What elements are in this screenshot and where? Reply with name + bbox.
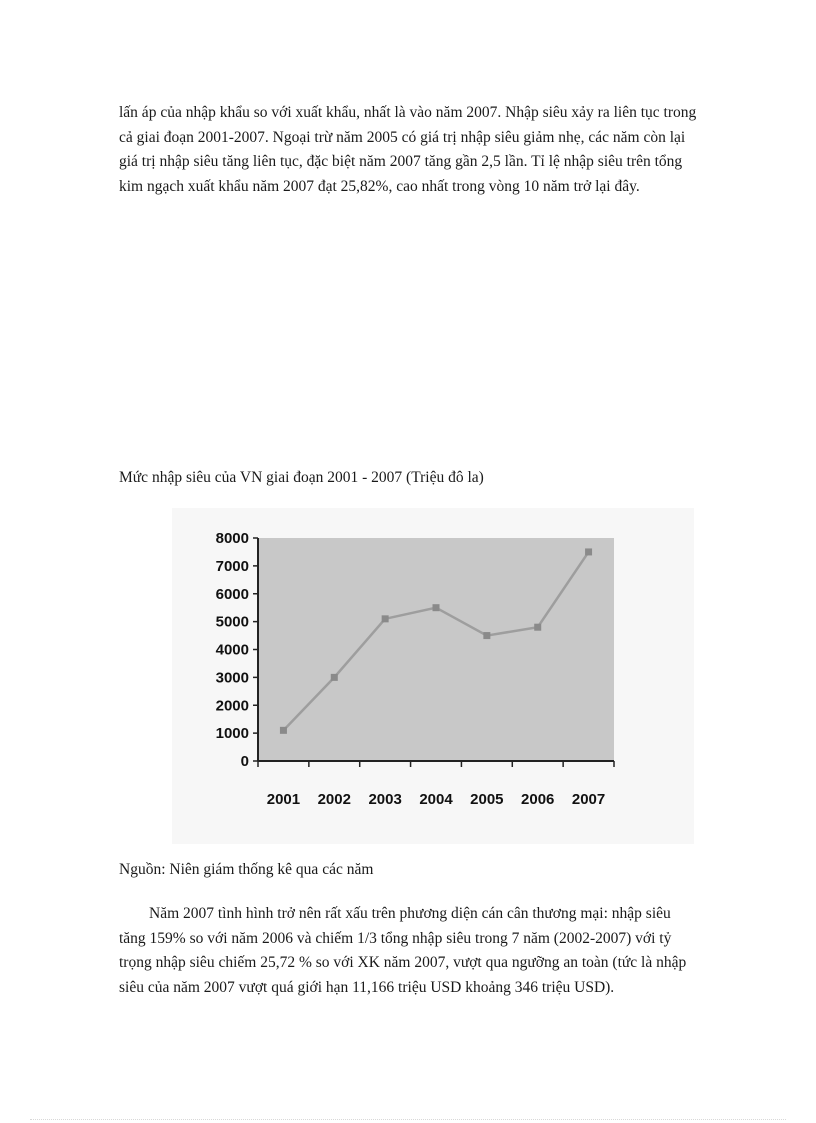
- y-tick-label: 6000: [215, 585, 249, 603]
- y-tick-label: 2000: [215, 697, 249, 715]
- data-point: [331, 674, 338, 681]
- x-tick-label: 2006: [521, 791, 555, 808]
- x-tick-label: 2002: [317, 791, 351, 808]
- data-point: [382, 615, 389, 622]
- source-note: Nguồn: Niên giám thống kê qua các năm: [119, 861, 374, 878]
- y-tick-label: 8000: [215, 530, 249, 547]
- intro-paragraph: lấn áp của nhập khẩu so với xuất khẩu, nhất là vào năm 2007. Nhập siêu xảy ra liên tục trong cả giai đoạn 2001-2007. Ngoại trừ năm 2005 có giá trị nhập siêu giảm nhẹ, các năm còn lại giá trị nhập siêu tăng liên tục, đặc biệt năm 2007 tăng gần 2,5 lần. Tỉ lệ nhập siêu trên tổng kim ngạch xuất khẩu năm 2007 đạt 25,82%, cao nhất trong vòng 10 năm trở lại đây.: [119, 104, 697, 195]
- data-point: [483, 632, 490, 639]
- data-point: [433, 604, 440, 611]
- chart-caption: Mức nhập siêu của VN giai đoạn 2001 - 2007 (Triệu đô la): [119, 469, 484, 486]
- y-tick-label: 3000: [215, 669, 249, 687]
- data-point: [585, 548, 592, 555]
- y-tick-label: 5000: [215, 613, 249, 631]
- y-tick-label: 4000: [215, 641, 249, 659]
- x-tick-label: 2001: [266, 791, 301, 808]
- y-tick-label: 1000: [215, 725, 249, 743]
- y-tick-label: 7000: [215, 557, 249, 575]
- trade-deficit-chart: [172, 508, 694, 844]
- page-bottom-divider: [30, 1119, 786, 1120]
- data-point: [280, 727, 287, 734]
- chart-canvas: [172, 508, 694, 844]
- y-tick-label: 0: [240, 753, 249, 770]
- x-tick-label: 2004: [419, 791, 453, 808]
- x-tick-label: 2003: [368, 791, 402, 808]
- x-tick-label: 2005: [470, 791, 504, 808]
- plot-area: [258, 538, 614, 761]
- x-tick-label: 2007: [571, 791, 606, 808]
- analysis-paragraph: Năm 2007 tình hình trở nên rất xấu trên phương diện cán cân thương mại: nhập siêu tăng 159% so với năm 2006 và chiếm 1/3 tổng nhập siêu trong 7 năm (2002-2007) với tỷ trọng nhập siêu chiếm 25,72 % so với XK năm 2007, vượt qua ngưỡng an toàn (tức là nhập siêu của năm 2007 vượt quá giới hạn 11,166 triệu USD khoảng 346 triệu USD).: [119, 905, 687, 996]
- data-point: [534, 624, 541, 631]
